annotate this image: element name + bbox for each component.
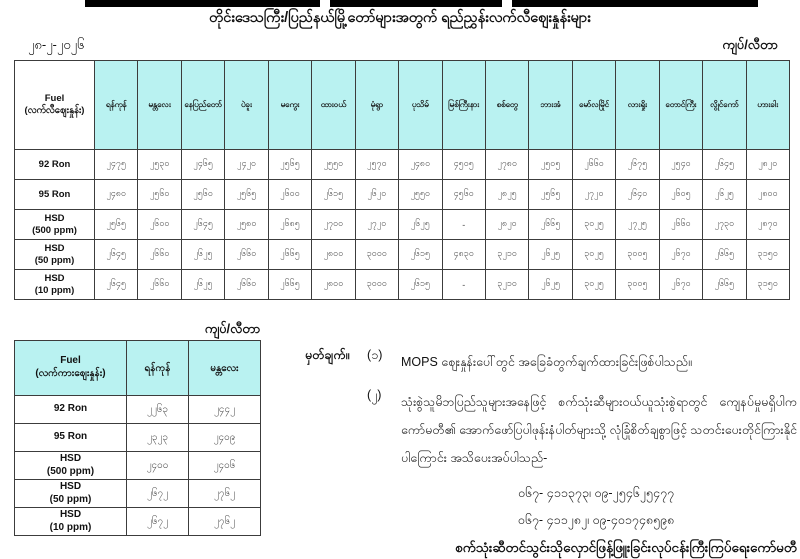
price-cell: ၂၇၃၀ xyxy=(703,210,746,240)
fuel-row-label: 95 Ron xyxy=(15,180,95,210)
price-cell: ၂၈၀၀ xyxy=(746,180,789,210)
table-row xyxy=(15,210,790,240)
price-cell: ၃၀၀၅ xyxy=(616,270,659,300)
price-cell: ၂၆၁၅ xyxy=(312,180,355,210)
fuel-row-label: 92 Ron xyxy=(15,396,127,424)
fuel-row-label: HSD (10 ppm) xyxy=(15,508,127,536)
price-cell: ၂၆၆၅ xyxy=(703,270,746,300)
price-cell: ၃၀၀၅ xyxy=(616,240,659,270)
price-cell: ၂၆၇၂ xyxy=(127,480,189,508)
price-cell: ၂၇၈၀ xyxy=(485,150,528,180)
city-header: မြစ်ကြီးနား xyxy=(442,61,485,150)
committee-name: စက်သုံးဆီတင်သွင်းသိုလှောင်ဖြန့်ဖြူးခြင်းလုပ်ငန်းကြီးကြပ်ရေးကော်မတီ xyxy=(455,540,797,555)
price-cell: ၂၆၀၀ xyxy=(268,180,311,210)
price-cell: ၂၆၆၅ xyxy=(703,240,746,270)
note-2 xyxy=(305,388,797,472)
table-row xyxy=(15,424,261,452)
price-cell: ၂၆၆၅ xyxy=(268,240,311,270)
price-cell: ၂၆၇၂ xyxy=(127,508,189,536)
price-cell: ၂၆၆၀ xyxy=(225,270,268,300)
price-cell: ၃၀၀၀ xyxy=(355,240,398,270)
note-2-number: (၂) xyxy=(367,388,382,402)
fuel-row-label: HSD (500 ppm) xyxy=(15,210,95,240)
price-cell: ၂၆၆၀ xyxy=(572,150,615,180)
price-cell: ၃၁၅၀ xyxy=(746,270,789,300)
price-cell: ၂၆၇၅ xyxy=(616,150,659,180)
fuel-column-header xyxy=(15,341,127,396)
page-title: တိုင်းဒေသကြီး/ပြည်နယ်မြို့တော်များအတွက် ရည်ညွှန်းလက်လီဈေးနှုန်းများ xyxy=(209,10,591,26)
city-header: ထားဝယ် xyxy=(312,61,355,150)
note-1 xyxy=(305,348,797,376)
price-cell: - xyxy=(442,210,485,240)
price-cell: ၂၆၄၅ xyxy=(181,210,224,240)
note-2-text: သုံးစွဲသူမိဘပြည်သူများအနေဖြင့် စက်သုံးဆီများဝယ်ယူသုံးစွဲရာတွင် ကျေနပ်မှုမရှိပါက ကော်မတီ၏ အောက်ဖော်ပြပါဖုန်းနံပါတ်များသို့ လုံခြုံစိတ်ချစွာဖြင့် သတင်းပေးတိုင်ကြားနိုင်ပါကြောင်း အသိပေးအပ်ပါသည်- xyxy=(401,395,797,465)
price-cell: ၂၈၀၀ xyxy=(312,270,355,300)
price-cell: ၂၆၆၅ xyxy=(268,270,311,300)
phone-numbers xyxy=(305,480,797,534)
price-cell: ၂၆၄၀ xyxy=(616,180,659,210)
date-label: ၂၈-၂-၂၀၂၆ xyxy=(28,37,85,52)
price-cell: ၂၆၂၅ xyxy=(181,270,224,300)
price-cell: ၃၁၅၀ xyxy=(746,240,789,270)
header-row xyxy=(15,61,790,150)
price-cell: ၂၆၆၀ xyxy=(138,270,181,300)
fuel-subheader-text: (လက်လီဈေးနှုန်း) xyxy=(24,104,85,116)
table-row xyxy=(15,150,790,180)
note-1-text: MOPS ဈေးနှုန်းပေါ်တွင် အခြေခံတွက်ချက်ထားခြင်းဖြစ်ပါသည်။ xyxy=(401,355,692,369)
price-cell: ၄၈၃၀ xyxy=(442,240,485,270)
notes-section xyxy=(305,348,797,559)
fuel-row-label: HSD (500 ppm) xyxy=(15,452,127,480)
price-cell: ၂၆၀၀ xyxy=(138,210,181,240)
price-cell: ၄၅၆၀ xyxy=(442,180,485,210)
price-cell: ၂၅၆၅ xyxy=(95,210,138,240)
price-cell: ၂၄၀၆ xyxy=(189,452,261,480)
unit-label-wholesale: ကျပ်/လီတာ xyxy=(204,321,261,336)
price-cell: ၂၆၂၅ xyxy=(399,210,442,240)
city-header: လွိုင်ကော် xyxy=(703,61,746,150)
price-cell: ၂၄၂၀ xyxy=(225,150,268,180)
notes-label: မှတ်ချက်။ xyxy=(305,348,350,362)
header-row xyxy=(15,341,261,396)
price-cell: ၂၆၈၅ xyxy=(268,210,311,240)
fuel-row-label: HSD (50 ppm) xyxy=(15,240,95,270)
price-cell: ၂၆၁၅ xyxy=(399,240,442,270)
price-cell: ၃၀၂၅ xyxy=(572,270,615,300)
city-header: ပုသိမ် xyxy=(399,61,442,150)
price-cell: ၂၄၆၅ xyxy=(181,150,224,180)
price-cell: ၂၂၆၃ xyxy=(127,396,189,424)
price-cell: ၂၅၅၀ xyxy=(399,180,442,210)
price-cell: - xyxy=(442,270,485,300)
price-cell: ၂၄၀၉ xyxy=(189,424,261,452)
fuel-header-text: Fuel xyxy=(60,355,81,366)
price-cell: ၂၄၈၀ xyxy=(399,150,442,180)
phone-line-1: ၀၆၇- ၄၁၁၃၇၃၊ ၀၉-၂၅၄၆၂၅၄၇၇ xyxy=(517,486,675,500)
price-cell: ၂၅၆၀ xyxy=(138,180,181,210)
price-cell: ၂၆၆၀ xyxy=(659,210,702,240)
price-cell: ၂၅၆၀ xyxy=(181,180,224,210)
city-header: မကွေး xyxy=(268,61,311,150)
price-cell: ၂၈၂၀ xyxy=(746,150,789,180)
fuel-row-label: HSD (10 ppm) xyxy=(15,270,95,300)
price-cell: ၂၆၆၅ xyxy=(529,210,572,240)
price-cell: ၂၃၂၃ xyxy=(127,424,189,452)
price-cell: ၂၆၇၀ xyxy=(659,240,702,270)
fuel-subheader-text: (လက်ကားဈေးနှုန်း) xyxy=(35,368,106,379)
table-row xyxy=(15,508,261,536)
city-header: ရန်ကုန် xyxy=(95,61,138,150)
price-cell: ၂၆၆၀ xyxy=(138,240,181,270)
city-header: ရန်ကုန် xyxy=(127,341,189,396)
price-cell: ၂၅၆၅ xyxy=(268,150,311,180)
price-cell: ၂၇၂၀ xyxy=(355,210,398,240)
price-cell: ၂၆၆၀ xyxy=(225,240,268,270)
price-cell: ၂၇၂၀ xyxy=(572,180,615,210)
table-row xyxy=(15,270,790,300)
table-row xyxy=(15,452,261,480)
price-cell: ၂၅၄၀ xyxy=(659,150,702,180)
price-cell: ၂၅၆၅ xyxy=(529,180,572,210)
city-header: စစ်တွေ xyxy=(485,61,528,150)
phone-line-2: ၀၆၇- ၄၁၁၂၈၂၊ ၀၉-၄၀၁၇၄၈၅၉၈ xyxy=(517,513,675,527)
price-cell: ၂၆၄၅ xyxy=(95,240,138,270)
cropped-header-bar xyxy=(85,0,320,7)
city-header: မန္တလေး xyxy=(138,61,181,150)
city-header: တောင်ကြီး xyxy=(659,61,702,150)
price-cell: ၃၂၁၀ xyxy=(485,240,528,270)
unit-label-top: ကျပ်/လီတာ xyxy=(722,37,778,52)
table-row xyxy=(15,240,790,270)
price-cell: ၃၀၂၅ xyxy=(572,240,615,270)
price-cell: ၂၅၇၀ xyxy=(355,150,398,180)
price-cell: ၂၈၀၀ xyxy=(312,240,355,270)
fuel-header-text: Fuel xyxy=(44,92,65,104)
price-cell: ၂၆၇၀ xyxy=(659,270,702,300)
price-cell: ၂၅၆၅ xyxy=(225,180,268,210)
note-1-number: (၁) xyxy=(367,348,383,362)
price-cell: ၂၆၂၀ xyxy=(355,180,398,210)
price-cell: ၂၈၂၀ xyxy=(485,210,528,240)
price-cell: ၂၄၈၀ xyxy=(95,180,138,210)
price-cell: ၂၆၀၅ xyxy=(659,180,702,210)
fuel-column-header xyxy=(15,61,95,150)
retail-price-table xyxy=(14,60,790,300)
price-cell: ၂၅၈၀ xyxy=(225,210,268,240)
price-cell: ၂၆၂၅ xyxy=(181,240,224,270)
fuel-row-label: 92 Ron xyxy=(15,150,95,180)
cropped-header-bar xyxy=(512,0,758,7)
price-cell: ၃၀၂၅ xyxy=(572,210,615,240)
price-cell: ၂၅၅၀ xyxy=(312,150,355,180)
table-row xyxy=(15,480,261,508)
price-cell: ၂၇၆၂ xyxy=(189,480,261,508)
city-header: မန္တလေး xyxy=(189,341,261,396)
price-cell: ၂၆၄၅ xyxy=(95,270,138,300)
city-header: မော်လမြိုင် xyxy=(572,61,615,150)
price-cell: ၃၂၁၀ xyxy=(485,270,528,300)
price-cell: ၂၄၄၂ xyxy=(189,396,261,424)
price-cell: ၃၀၀၀ xyxy=(355,270,398,300)
price-cell: ၂၆၄၅ xyxy=(703,150,746,180)
price-cell: ၂၇၆၂ xyxy=(189,508,261,536)
price-cell: ၂၆၂၅ xyxy=(529,270,572,300)
city-header: နေပြည်တော် xyxy=(181,61,224,150)
price-cell: ၂၆၂၅ xyxy=(703,180,746,210)
wholesale-price-table xyxy=(14,340,261,536)
price-cell: ၂၅၃၀ xyxy=(138,150,181,180)
price-cell: ၂၇၂၅ xyxy=(616,210,659,240)
city-header: ပဲခူး xyxy=(225,61,268,150)
price-cell: ၂၈၇၀ xyxy=(746,210,789,240)
price-cell: ၄၅၀၅ xyxy=(442,150,485,180)
city-header: ဟားခါး xyxy=(746,61,789,150)
price-cell: ၂၄၇၅ xyxy=(95,150,138,180)
city-header: ဘားအံ xyxy=(529,61,572,150)
city-header: မုံရွာ xyxy=(355,61,398,150)
price-cell: ၂၈၂၅ xyxy=(485,180,528,210)
price-cell: ၂၄၀၀ xyxy=(127,452,189,480)
price-cell: ၂၆၁၅ xyxy=(399,270,442,300)
table-row xyxy=(15,396,261,424)
fuel-row-label: 95 Ron xyxy=(15,424,127,452)
price-cell: ၂၆၂၅ xyxy=(529,240,572,270)
price-cell: ၂၅၀၅ xyxy=(529,150,572,180)
fuel-row-label: HSD (50 ppm) xyxy=(15,480,127,508)
price-cell: ၂၇၀၀ xyxy=(312,210,355,240)
city-header: လားရှိုး xyxy=(616,61,659,150)
cropped-header-bar xyxy=(330,0,502,7)
table-row xyxy=(15,180,790,210)
